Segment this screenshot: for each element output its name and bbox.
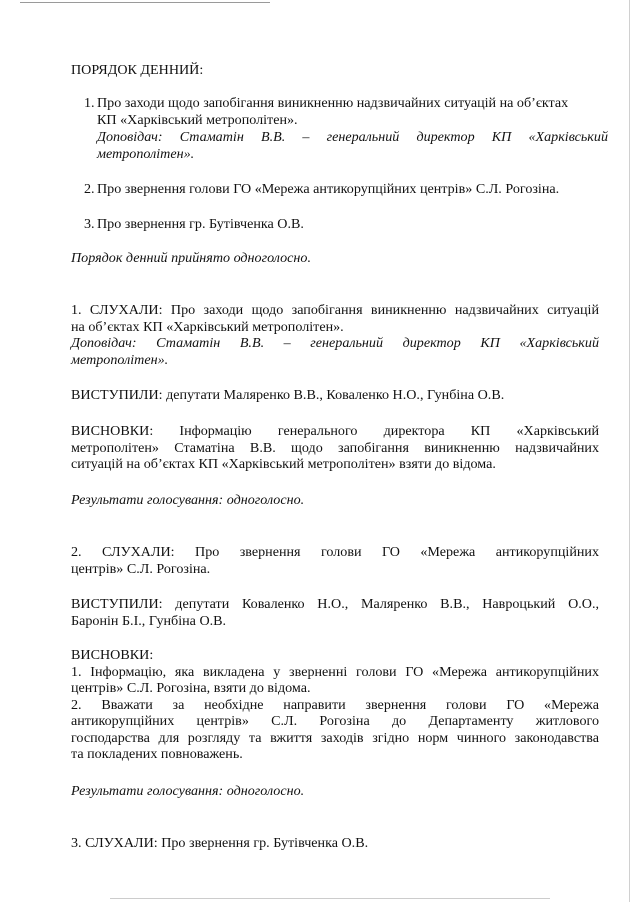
section-2-heard: 2. СЛУХАЛИ: Про звернення голови ГО «Мережа антикорупційних центрів» С.Л. Рогозіна. xyxy=(71,544,599,577)
scan-edge-bottom xyxy=(110,898,550,899)
scan-edge-top xyxy=(20,2,270,3)
section-1-vote: Результати голосування: одноголосно. xyxy=(71,492,305,508)
agenda-item-number: 1. xyxy=(84,95,95,111)
section-1-speaker: Доповідач: Стаматін В.В. – генеральний директор КП «Харківський xyxy=(71,335,599,351)
agenda-item-text: Про звернення голови ГО «Мережа антикорупційних центрів» С.Л. Рогозіна. xyxy=(97,181,560,197)
agenda-item-text: Про звернення гр. Бутівченка О.В. xyxy=(97,216,304,232)
agenda-title: ПОРЯДОК ДЕННИЙ: xyxy=(71,62,204,78)
section-1-speaker-cont: метрополітен». xyxy=(71,351,169,368)
section-2-spoke: ВИСТУПИЛИ: депутати Коваленко Н.О., Маляренко В.В., Навроцький О.О., Баронін Б.І., Гунбіна О.В. xyxy=(71,596,599,629)
section-1-spoke: ВИСТУПИЛИ: депутати Маляренко В.В., Коваленко Н.О., Гунбіна О.В. xyxy=(71,387,505,403)
agenda-item-text-cont: КП «Харківський метрополітен». xyxy=(97,112,298,128)
agenda-accepted: Порядок денний прийнято одноголосно. xyxy=(71,250,311,266)
scan-edge-right xyxy=(629,0,630,902)
section-2-vote: Результати голосування: одноголосно. xyxy=(71,783,305,799)
agenda-item-2 xyxy=(84,181,608,198)
section-1-conclusions: ВИСНОВКИ: Інформацію генерального директора КП «Харківський метрополітен» Стаматіна В.В. щодо запобігання виникненню надзвичайних ситуацій на об’єктах КП «Харківський метрополітен» взяти до відома. xyxy=(71,423,599,472)
section-2-conclusions: ВИСНОВКИ: 1. Інформацію, яка викладена у зверненні голови ГО «Мережа антикорупційних центрів» С.Л. Рогозіна, взяти до відома. 2. Вважати за необхідне направити звернення голови ГО «Мережа антикорупційних центрів» С.Л. Рогозіна до Департаменту житлового господарства для розгляду та вжиття заходів згідно норм чинного законодавства та покладених повноважень. xyxy=(71,647,599,762)
section-2-conclusions-heading: ВИСНОВКИ: xyxy=(71,647,154,663)
agenda-item-speaker-cont: метрополітен». xyxy=(97,146,195,162)
agenda-item-number: 3. xyxy=(84,216,95,232)
section-1-heard: 1. СЛУХАЛИ: Про заходи щодо запобігання виникненню надзвичайних ситуацій на об’єктах КП «Харківський метрополітен». Доповідач: Стаматін В.В. – генеральний директор КП «Харківський метрополітен». xyxy=(71,302,599,368)
agenda-item-speaker: Доповідач: Стаматін В.В. – генеральний директор КП «Харківський xyxy=(97,129,608,145)
conclusion-item-2: 2. Вважати за необхідне направити звернення голови ГО «Мережа xyxy=(71,696,599,713)
agenda-item-text: Про заходи щодо запобігання виникненню надзвичайних ситуацій на об’єктах xyxy=(97,95,569,111)
conclusion-item-1: 1. Інформацію, яка викладена у зверненні голови ГО «Мережа антикорупційних xyxy=(71,663,599,680)
section-3-heard: 3. СЛУХАЛИ: Про звернення гр. Бутівченка О.В. xyxy=(71,835,369,851)
agenda-item-number: 2. xyxy=(84,181,95,197)
agenda-item-1 xyxy=(84,95,608,163)
agenda-item-3 xyxy=(84,216,608,233)
